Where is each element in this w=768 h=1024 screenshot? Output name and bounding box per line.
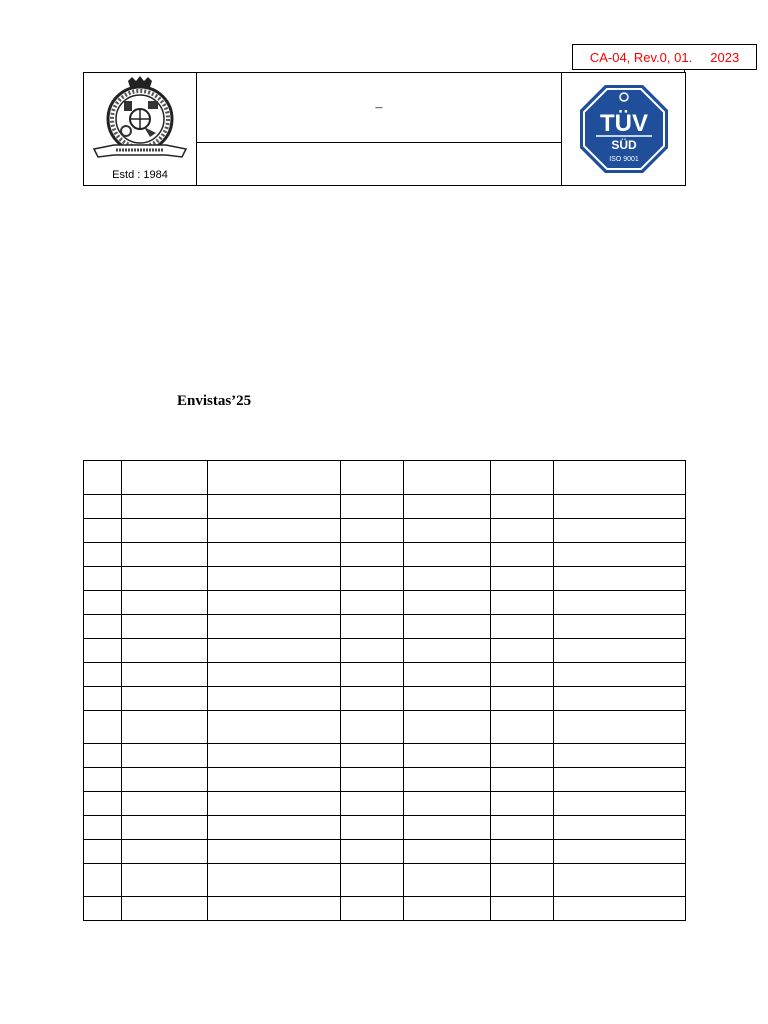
table-cell bbox=[84, 816, 122, 840]
table-cell bbox=[341, 615, 404, 639]
table-cell bbox=[404, 663, 491, 687]
table-cell bbox=[554, 639, 686, 663]
table-row bbox=[84, 687, 686, 711]
table-cell bbox=[208, 615, 341, 639]
table-cell bbox=[84, 864, 122, 897]
table-cell bbox=[84, 711, 122, 744]
table-cell bbox=[341, 687, 404, 711]
table-cell bbox=[122, 615, 208, 639]
table-cell bbox=[404, 768, 491, 792]
table-row bbox=[84, 744, 686, 768]
table-cell bbox=[341, 816, 404, 840]
title-cell bbox=[197, 73, 562, 185]
table-cell bbox=[491, 495, 554, 519]
table-cell bbox=[122, 768, 208, 792]
table-cell bbox=[491, 567, 554, 591]
table-cell bbox=[208, 591, 341, 615]
table-cell bbox=[208, 519, 341, 543]
table-cell bbox=[554, 744, 686, 768]
table-row bbox=[84, 591, 686, 615]
table-cell bbox=[491, 840, 554, 864]
table-cell bbox=[491, 663, 554, 687]
table-cell bbox=[404, 567, 491, 591]
table-cell bbox=[208, 744, 341, 768]
table-cell bbox=[122, 567, 208, 591]
table-cell bbox=[208, 687, 341, 711]
column-header bbox=[122, 461, 208, 495]
table-cell bbox=[122, 744, 208, 768]
table-cell bbox=[84, 663, 122, 687]
table-cell bbox=[491, 897, 554, 921]
table-cell bbox=[208, 495, 341, 519]
table-cell bbox=[122, 663, 208, 687]
table-cell bbox=[404, 864, 491, 897]
table-cell bbox=[341, 519, 404, 543]
table-row bbox=[84, 897, 686, 921]
table-cell bbox=[208, 768, 341, 792]
table-row bbox=[84, 639, 686, 663]
table-cell bbox=[341, 840, 404, 864]
table-cell bbox=[122, 792, 208, 816]
table-cell bbox=[491, 864, 554, 897]
table-cell bbox=[554, 768, 686, 792]
tuv-brand-text: TÜV bbox=[599, 110, 648, 137]
table-cell bbox=[554, 816, 686, 840]
table-cell bbox=[404, 792, 491, 816]
table-cell bbox=[122, 897, 208, 921]
tuv-sub-text: SÜD bbox=[610, 138, 637, 152]
table-cell bbox=[208, 792, 341, 816]
table-cell bbox=[404, 639, 491, 663]
table-cell bbox=[554, 567, 686, 591]
table-cell bbox=[208, 711, 341, 744]
table-cell bbox=[84, 591, 122, 615]
table-cell bbox=[404, 519, 491, 543]
table-cell bbox=[341, 897, 404, 921]
table-cell bbox=[554, 897, 686, 921]
table-cell bbox=[84, 840, 122, 864]
table-cell bbox=[404, 495, 491, 519]
table-cell bbox=[208, 897, 341, 921]
table-cell bbox=[84, 615, 122, 639]
iso-standard-text: ISO 9001 bbox=[608, 156, 639, 163]
document-reference-code: CA-04, Rev.0, 01. 2023 bbox=[572, 44, 757, 70]
table-row bbox=[84, 495, 686, 519]
table-cell bbox=[404, 543, 491, 567]
table-cell bbox=[491, 639, 554, 663]
table-cell bbox=[554, 840, 686, 864]
table-cell bbox=[404, 615, 491, 639]
table-cell bbox=[554, 519, 686, 543]
table-cell bbox=[122, 519, 208, 543]
table-cell bbox=[491, 687, 554, 711]
table-cell bbox=[208, 816, 341, 840]
column-header bbox=[554, 461, 686, 495]
college-logo-cell bbox=[84, 73, 197, 185]
table-cell bbox=[84, 567, 122, 591]
table-cell bbox=[491, 519, 554, 543]
college-emblem-icon bbox=[84, 75, 195, 175]
table-cell bbox=[208, 840, 341, 864]
table-cell bbox=[554, 663, 686, 687]
table-row bbox=[84, 816, 686, 840]
table-cell bbox=[554, 792, 686, 816]
table-cell bbox=[84, 768, 122, 792]
table-cell bbox=[84, 744, 122, 768]
table-cell bbox=[491, 816, 554, 840]
established-year: Estd : 1984 bbox=[112, 169, 168, 181]
table-cell bbox=[84, 897, 122, 921]
event-title: Envistas’25 bbox=[177, 393, 252, 409]
table-row bbox=[84, 663, 686, 687]
table-cell bbox=[554, 687, 686, 711]
table-cell bbox=[122, 711, 208, 744]
table-cell bbox=[554, 495, 686, 519]
table-row bbox=[84, 615, 686, 639]
table-cell bbox=[208, 864, 341, 897]
header-subtitle bbox=[197, 143, 561, 185]
table-cell bbox=[208, 639, 341, 663]
table-cell bbox=[341, 495, 404, 519]
table-cell bbox=[84, 519, 122, 543]
column-header bbox=[341, 461, 404, 495]
table-cell bbox=[404, 744, 491, 768]
document-header bbox=[83, 72, 686, 186]
table-cell bbox=[491, 711, 554, 744]
table-row bbox=[84, 711, 686, 744]
table-row bbox=[84, 543, 686, 567]
table-cell bbox=[122, 591, 208, 615]
table-cell bbox=[122, 840, 208, 864]
table-cell bbox=[341, 567, 404, 591]
column-header bbox=[491, 461, 554, 495]
table-cell bbox=[341, 768, 404, 792]
table-cell bbox=[208, 663, 341, 687]
table-cell bbox=[122, 687, 208, 711]
table-cell bbox=[341, 663, 404, 687]
table-cell bbox=[491, 792, 554, 816]
table-cell bbox=[341, 591, 404, 615]
table-cell bbox=[404, 840, 491, 864]
table-cell bbox=[491, 543, 554, 567]
table-cell bbox=[554, 864, 686, 897]
table-cell bbox=[84, 495, 122, 519]
table-cell bbox=[404, 687, 491, 711]
table-cell bbox=[341, 711, 404, 744]
table-cell bbox=[404, 591, 491, 615]
table-cell bbox=[491, 615, 554, 639]
table-cell bbox=[341, 744, 404, 768]
table-cell bbox=[84, 792, 122, 816]
table-cell bbox=[84, 687, 122, 711]
table-cell bbox=[491, 591, 554, 615]
table-cell bbox=[122, 639, 208, 663]
data-table bbox=[83, 460, 686, 921]
column-header bbox=[84, 461, 122, 495]
table-cell bbox=[554, 711, 686, 744]
table-cell bbox=[341, 543, 404, 567]
column-header bbox=[404, 461, 491, 495]
table-row bbox=[84, 768, 686, 792]
table-cell bbox=[404, 816, 491, 840]
table-cell bbox=[491, 768, 554, 792]
header-title: – bbox=[197, 73, 561, 143]
certification-logo-cell bbox=[562, 73, 685, 185]
table-cell bbox=[122, 543, 208, 567]
table-row bbox=[84, 567, 686, 591]
table-cell bbox=[404, 897, 491, 921]
tuv-sud-certification-icon bbox=[578, 83, 670, 175]
table-header-row bbox=[84, 461, 686, 495]
table-cell bbox=[404, 711, 491, 744]
table-body bbox=[84, 495, 686, 921]
table-cell bbox=[341, 864, 404, 897]
table-row bbox=[84, 519, 686, 543]
table-cell bbox=[554, 615, 686, 639]
table-cell bbox=[491, 744, 554, 768]
table-row bbox=[84, 792, 686, 816]
table-cell bbox=[554, 543, 686, 567]
table-row bbox=[84, 864, 686, 897]
table-cell bbox=[341, 792, 404, 816]
column-header bbox=[208, 461, 341, 495]
table-row bbox=[84, 840, 686, 864]
table-cell bbox=[84, 543, 122, 567]
table-cell bbox=[208, 567, 341, 591]
table-cell bbox=[554, 591, 686, 615]
table-cell bbox=[122, 864, 208, 897]
table-cell bbox=[341, 639, 404, 663]
table-cell bbox=[122, 495, 208, 519]
table-cell bbox=[84, 639, 122, 663]
table-cell bbox=[208, 543, 341, 567]
table-cell bbox=[122, 816, 208, 840]
